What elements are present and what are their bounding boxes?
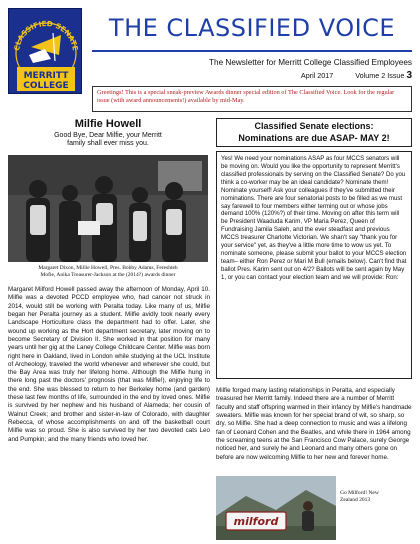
milford-caption-line-1: Go Milford! New bbox=[340, 490, 379, 496]
group-photo bbox=[8, 155, 208, 262]
logo-graphic bbox=[9, 9, 82, 94]
goodbye-note bbox=[8, 132, 208, 149]
milfie-article-continued: Milfie forged many lasting relationships in Peralta, and especially treasured her Merritt family. Indeed there are a number of Merritt faculty and staff offspring warmed in their infancy by Milfie's handmade sweaters. Milfie was known for her special brand of wit, so sharp, so dry, so Milfie. She had a deep connection to music and was a lifelong fan of Leonard Cohen and the Beatles, and while there in 1964 among the screaming teens at the San Francisco Cow Palace, surely George noticed her, and surely he and Leonard and many others gone on before are now welcoming Milfie to her new and forever home. bbox=[216, 387, 412, 461]
milfie-heading: Milfie Howell bbox=[74, 118, 142, 130]
elections-heading-line-2: Nominations are due ASAP- MAY 2! bbox=[238, 132, 390, 143]
classified-senate-logo bbox=[8, 8, 82, 94]
milford-caption bbox=[340, 490, 414, 504]
issue-line bbox=[92, 70, 412, 81]
issue-number: 3 bbox=[406, 70, 412, 81]
elections-heading-line-1: Classified Senate elections: bbox=[254, 121, 374, 131]
milford-photo bbox=[216, 476, 336, 540]
logo-school-line1: MERRITT bbox=[23, 71, 69, 81]
elections-article-body: Yes! We need your nominations ASAP as four MCCS senators will be moving on. Would you like the opportunity to represent Merritt's classified professionals by serving on the Classified Senate? Do you think a co-worker may be an ideal candidate? Nominate them! Nominate yourself! Ask your colleagues if they've submitted their nominations. There are four senatorial posts to be filled as we must say farewell to four members either terming out or whose jobs demand 100% (120%?) of their time. Moving on after this term will be President Waaduda Karim, VP Maria Perez, Queen of Fundraising Jamila Saleh, and the ever steadfast and previous MCCS treasurer Charlotte Victorian. We shan't say "thank you for your service" yet, as they've a little more time to wow us yet. To nominate someone, please submit your ballot to your MCCS election team– either Ron Perez or Mari M Bull (emails below). Can't find that ballot Pres. Karim sent out on 4/2? Ballots will be sent again by May 1, or you can contact your election team and we will provide: Ron: bbox=[216, 151, 412, 379]
logo-school-line2: COLLEGE bbox=[23, 81, 69, 91]
greeting-box: Greetings! This is a special sneak-preview Awards dinner special edition of The Classified Voice. Look for the regular issue (with award announcements!) available by mid-May. bbox=[92, 86, 412, 112]
newsletter-title: THE CLASSIFIED VOICE bbox=[108, 14, 396, 42]
milfie-article-body: Margaret Milford Howell passed away the afternoon of Monday, April 10. Milfie was a devoted PCCD employee who, had cancer not struck in 2014, would still be working with Peralta today. Like many of us, Milfie began her Peralta journey as a student. Milfie avidly took nearly every Landscape Horticulture class the department had to offer. Later, she wound up working as the Hort department secretary, later moving on to become Secretary of Division II. She worked in that position for many years until her gig at the Laney College Childcare Center. Milfie was born right here in Oakland, lived in London while studying at the UCL Institute of Archeology, traveled the world whenever and wherever she could, but the Bay Area was truly her lifelong home. Although the Milfie hung in there long past the doctors' prognosis (that was Milfie!), enjoying life to the end. She was blessed to return to her Berkeley home (and garden) these last few months of life, surrounded in the end by loved ones. Milfie is survived by her nephew and his husband of Alameda; her cousin of Walnut Creek; and brother and sister-in-law of Colorado, with daughter Rebecca, of whose accomplishments on and off the basketball court Milfie was so proud. She is also survived by her two devoted cats Leo and Pumpkin; and the many friends who loved her. bbox=[8, 286, 210, 443]
milford-caption-line-2: Zealand 2013 bbox=[340, 497, 371, 504]
issue-date: April 2017 bbox=[300, 71, 334, 80]
volume-label: Volume 2 Issue bbox=[355, 71, 405, 80]
photo-caption-line-1: Margaret Dixon, Millie Howell, Pres. Bobby Adams, Fereshteh bbox=[38, 265, 178, 271]
masthead-rule bbox=[92, 50, 412, 52]
elections-heading-box bbox=[216, 118, 412, 147]
photo-caption-line-2: Mofie, Anika Treasurer-Jackson at the (2014?) awards dinner bbox=[40, 271, 176, 278]
newsletter-subtitle: The Newsletter for Merritt College Classified Employees bbox=[209, 58, 412, 67]
milford-sign-text: milford bbox=[233, 515, 279, 528]
logo-arc-text: CLASSIFIED SENATE bbox=[12, 18, 80, 52]
issue-volume bbox=[345, 71, 412, 80]
group-photo-caption bbox=[8, 265, 208, 279]
goodbye-line-1: Good Bye, Dear Milfie, your Merritt bbox=[54, 132, 162, 139]
goodbye-line-2: family shall ever miss you. bbox=[67, 140, 149, 148]
